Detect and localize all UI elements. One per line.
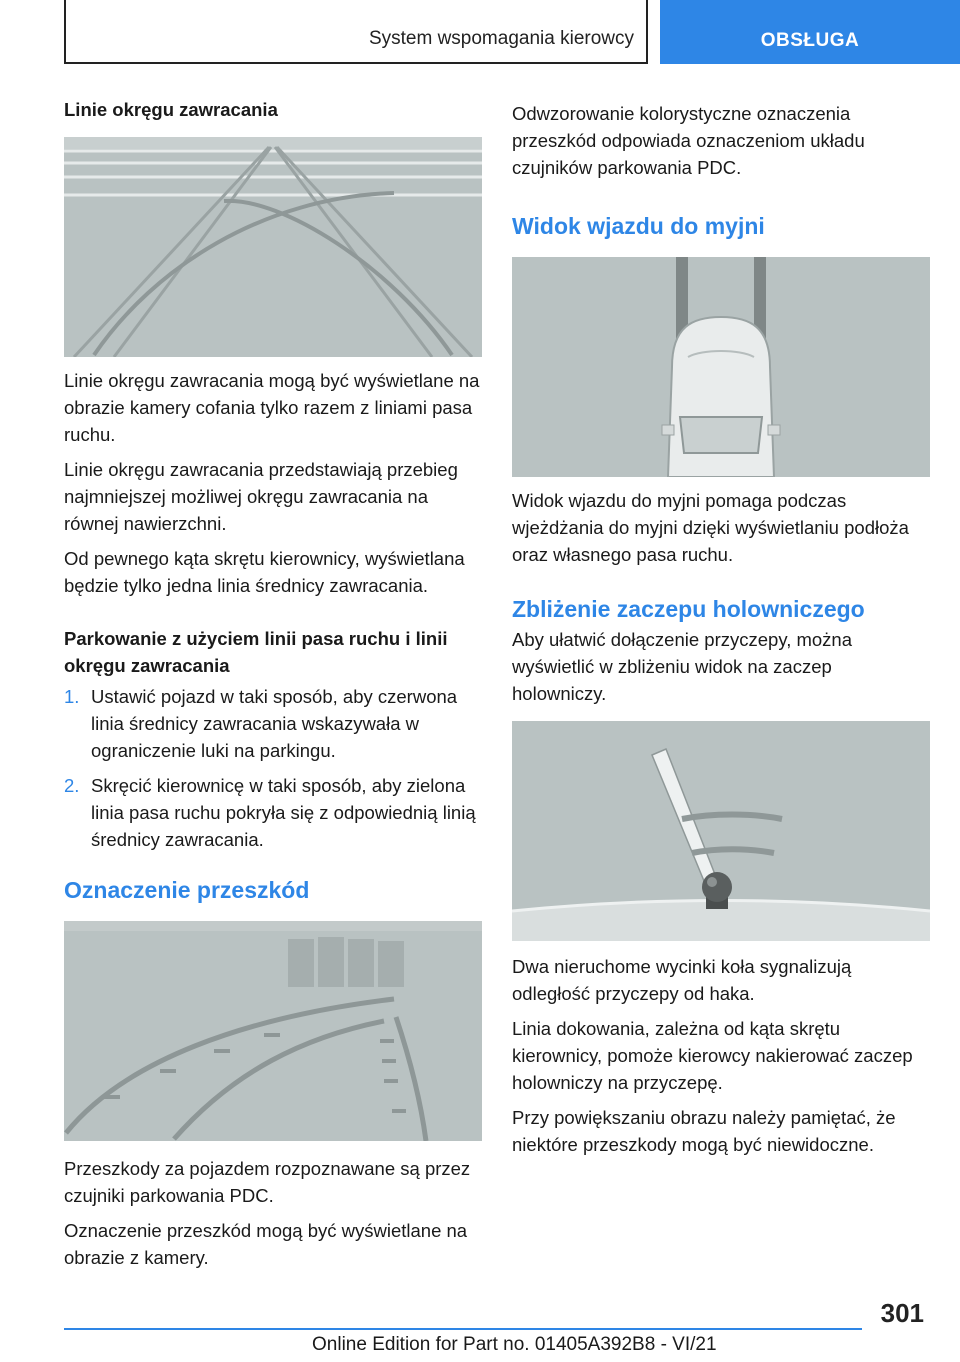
paragraph: Od pewnego kąta skrętu kierownicy, wyświetlana będzie tylko jedna linia średnicy zawracania. bbox=[64, 548, 465, 596]
chapter-tab[interactable] bbox=[660, 0, 960, 64]
paragraph: Przeszkody za pojazdem rozpoznawane są przez czujniki parkowania PDC. bbox=[64, 1158, 471, 1206]
step-text: Ustawić pojazd w taki sposób, aby czerwona linia średnicy zawracania wskazywała w ograniczenie luki na parkingu. bbox=[91, 686, 458, 761]
edition-note: Online Edition for Part no. 01405A392B8 - VI/21 bbox=[312, 1334, 717, 1355]
figure-turning-circle-lines bbox=[64, 137, 482, 357]
paragraph: Aby ułatwić dołączenie przyczepy, można wyświetlić w zbliżeniu widok na zaczep holowniczy. bbox=[512, 629, 853, 704]
running-header bbox=[64, 0, 648, 64]
figure-hitch-zoom bbox=[512, 721, 930, 941]
heading-turn-lines: Linie okręgu zawracania bbox=[64, 99, 278, 120]
paragraph: Odwzorowanie kolorystyczne oznaczenia przeszkód odpowiada oznaczeniom układu czujników parkowania PDC. bbox=[512, 103, 865, 178]
right-column bbox=[512, 100, 930, 1166]
paragraph: Linie okręgu zawracania przedstawiają przebieg najmniejszej możliwej okręgu zawracania na równej nawierzchni. bbox=[64, 459, 458, 534]
list-item bbox=[64, 683, 482, 764]
hitch-zoom-image bbox=[512, 721, 930, 941]
step-number: 1. bbox=[64, 686, 80, 707]
paragraph: Widok wjazdu do myjni pomaga podczas wjeżdżania do myjni dzięki wyświetlaniu podłoża oraz własnego pasa ruchu. bbox=[512, 490, 909, 565]
figure-car-wash-view bbox=[512, 257, 930, 477]
paragraph: Oznaczenie przeszkód mogą być wyświetlane na obrazie z kamery. bbox=[64, 1220, 468, 1268]
footer-divider bbox=[64, 1328, 862, 1330]
paragraph: Linia dokowania, zależna od kąta skrętu kierownicy, pomoże kierowcy nakierować zaczep holowniczy na przyczepę. bbox=[512, 1018, 913, 1093]
step-number: 2. bbox=[64, 775, 80, 796]
heading-parking: Parkowanie z użyciem linii pasa ruchu i linii okręgu zawracania bbox=[64, 628, 448, 676]
heading-hitch-zoom: Zbliżenie zaczepu holowniczego bbox=[512, 596, 865, 622]
car-wash-image bbox=[512, 257, 930, 477]
paragraph: Przy powiększaniu obrazu należy pamiętać, że niektóre przeszkody mogą być niewidoczne. bbox=[512, 1107, 896, 1155]
paragraph: Linie okręgu zawracania mogą być wyświetlane na obrazie kamery cofania tylko razem z liniami pasa ruchu. bbox=[64, 370, 480, 445]
section-title: System wspomagania kierowcy bbox=[368, 28, 634, 49]
paragraph: Dwa nieruchome wycinki koła sygnalizują odległość przyczepy od haka. bbox=[512, 956, 852, 1004]
figure-obstacle-marking bbox=[64, 921, 482, 1141]
turning-lines-image bbox=[64, 137, 482, 357]
heading-obstacles: Oznaczenie przeszkód bbox=[64, 877, 310, 903]
step-text: Skręcić kierownicę w taki sposób, aby zielona linia pasa ruchu pokryła się z odpowiednią linią średnicy zawracania. bbox=[91, 775, 476, 850]
page-number: 301 bbox=[880, 1298, 924, 1328]
step-list bbox=[64, 683, 482, 853]
obstacle-marking-image bbox=[64, 921, 482, 1141]
list-item bbox=[64, 772, 482, 853]
heading-car-wash: Widok wjazdu do myjni bbox=[512, 213, 765, 239]
chapter-title: OBSŁUGA bbox=[760, 30, 860, 51]
left-column bbox=[64, 96, 482, 1279]
